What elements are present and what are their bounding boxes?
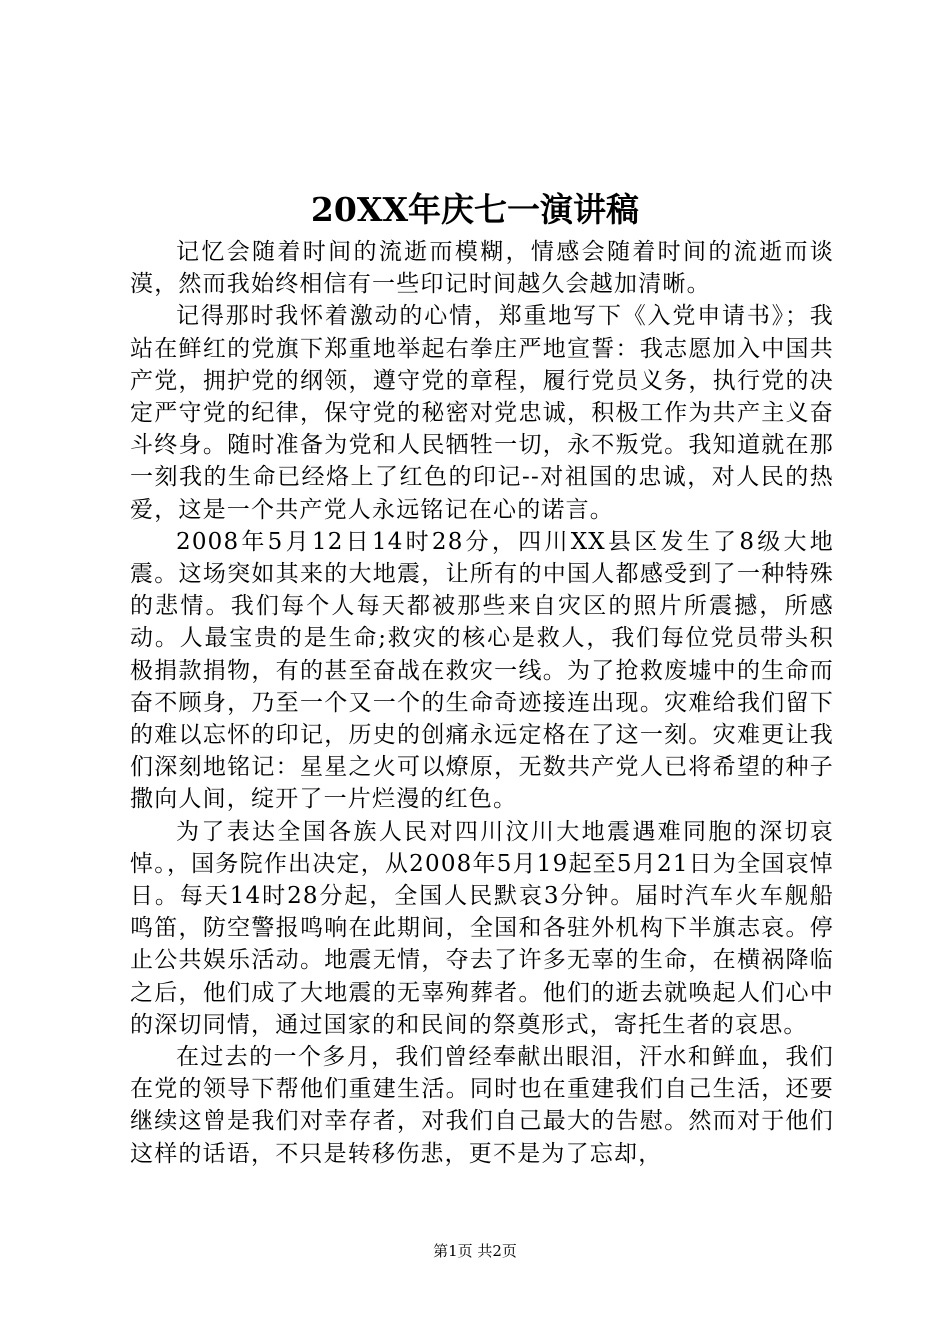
paragraph-5: 在过去的一个多月，我们曾经奉献出眼泪，汗水和鲜血，我们在党的领导下帮他们重建生活。同时也在重建我们自己生活，还要继续这曾是我们对幸存者，对我们自己最大的告慰。然而对于他们这样的话语，不只是转移伤悲，更不是为了忘却， [130, 1044, 834, 1167]
document-title: 20XX年庆七一演讲稿 [310, 190, 640, 229]
paragraph-2: 记得那时我怀着激动的心情，郑重地写下《入党申请书》；我站在鲜红的党旗下郑重地举起右拳庄严地宣誓：我志愿加入中国共产党，拥护党的纲领，遵守党的章程，履行党员义务，执行党的决定严守党的纪律，保守党的秘密对党忠诚，积极工作为共产主义奋斗终身。随时准备为党和人民牺牲一切，永不叛党。我知道就在那一刻我的生命已经烙上了红色的印记--对祖国的忠诚，对人民的热爱，这是一个共产党人永远铭记在心的诺言。 [130, 303, 834, 523]
paragraph-4: 为了表达全国各族人民对四川汶川大地震遇难同胞的深切哀悼。，国务院作出决定，从2008年5月19起至5月21日为全国哀悼日。每天14时28分起，全国人民默哀3分钟。届时汽车火车舰船鸣笛，防空警报鸣响在此期间，全国和各驻外机构下半旗志哀。停止公共娱乐活动。地震无情，夺去了许多无辜的生命，在横祸降临之后，他们成了大地震的无辜殉葬者。他们的逝去就唤起人们心中的深切同情，通过国家的和民间的祭奠形式，寄托生者的哀思。 [130, 818, 834, 1038]
paragraph-3: 2008年5月12日14时28分，四川XX县区发生了8级大地震。这场突如其来的大地震，让所有的中国人都感受到了一种特殊的悲情。我们每个人每天都被那些来自灾区的照片所震撼，所感动。人最宝贵的是生命;救灾的核心是救人，我们每位党员带头积极捐款捐物，有的甚至奋战在救灾一线。为了抢救废墟中的生命而奋不顾身，乃至一个又一个的生命奇迹接连出现。灾难给我们留下的难以忘怀的印记，历史的创痛永远定格在了这一刻。灾难更让我们深刻地铭记：星星之火可以燎原，无数共产党人已将希望的种子撒向人间，绽开了一片烂漫的红色。 [130, 528, 834, 813]
paragraph-1: 记忆会随着时间的流逝而模糊，情感会随着时间的流逝而谈漠，然而我始终相信有一些印记时间越久会越加清晰。 [130, 239, 834, 298]
document-body [130, 236, 834, 1170]
page-number-footer: 第1页 共2页 [433, 1242, 517, 1260]
